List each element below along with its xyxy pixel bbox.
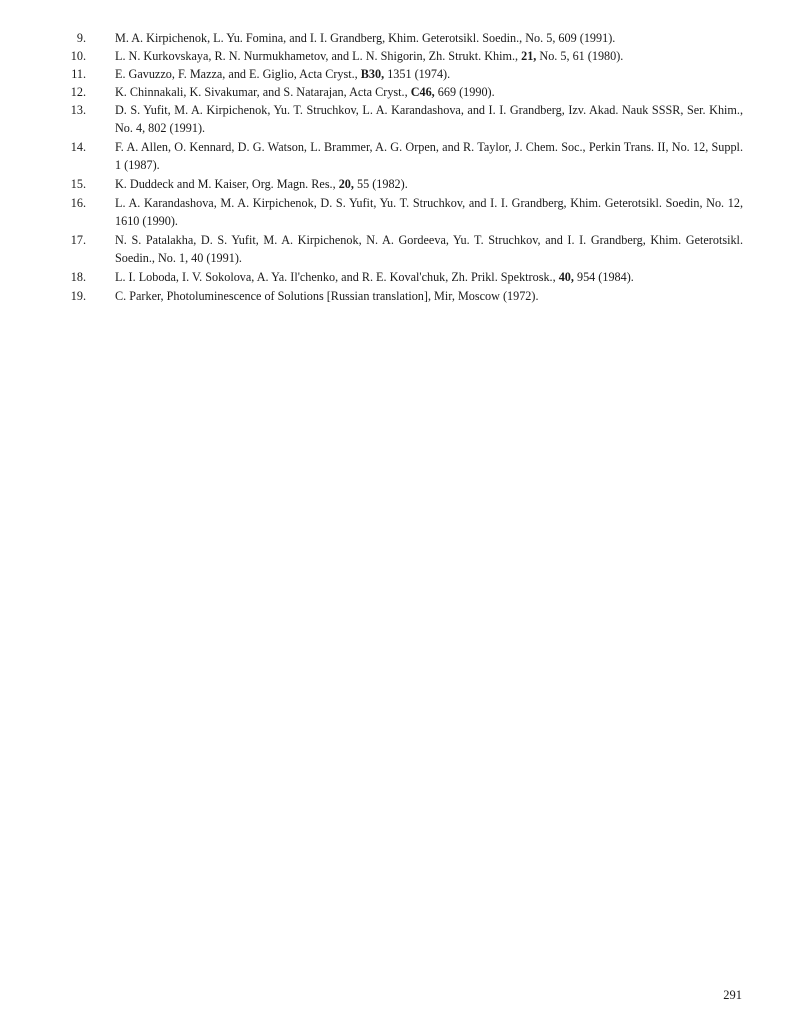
reference-number: 18. bbox=[70, 270, 86, 284]
reference-text: D. S. Yufit, M. A. Kirpichenok, Yu. T. Struchkov, L. A. Karandashova, and I. I. Grandberg, Izv. Akad. Nauk SSSR, Ser. Khim., No. 4, 802 (1991). bbox=[115, 103, 743, 135]
reference-number: 14. bbox=[70, 140, 86, 154]
reference-text: L. N. Kurkovskaya, R. N. Nurmukhametov, and L. N. Shigorin, Zh. Strukt. Khim., 21, No. 5, 61 (1980). bbox=[115, 49, 624, 63]
reference-text: N. S. Patalakha, D. S. Yufit, M. A. Kirpichenok, N. A. Gordeeva, Yu. T. Struchkov, and I. I. Grandberg, Khim. Geterotsikl. Soedin., No. 1, 40 (1991). bbox=[115, 233, 743, 265]
reference-number: 9. bbox=[76, 31, 86, 45]
reference-number: 11. bbox=[71, 67, 86, 81]
page-number: 291 bbox=[723, 988, 742, 1002]
reference-text: K. Duddeck and M. Kaiser, Org. Magn. Res., 20, 55 (1982). bbox=[115, 177, 408, 191]
reference-text: F. A. Allen, O. Kennard, D. G. Watson, L. Brammer, A. G. Orpen, and R. Taylor, J. Chem. Soc., Perkin Trans. II, No. 12, Suppl. 1 (1987). bbox=[115, 140, 743, 172]
reference-text: K. Chinnakali, K. Sivakumar, and S. Natarajan, Acta Cryst., C46, 669 (1990). bbox=[115, 85, 495, 99]
reference-text: C. Parker, Photoluminescence of Solutions [Russian translation], Mir, Moscow (1972). bbox=[115, 289, 539, 303]
reference-number: 19. bbox=[70, 289, 86, 303]
reference-text: E. Gavuzzo, F. Mazza, and E. Giglio, Acta Cryst., B30, 1351 (1974). bbox=[115, 67, 451, 81]
reference-text: L. I. Loboda, I. V. Sokolova, A. Ya. Il'chenko, and R. E. Koval'chuk, Zh. Prikl. Spektrosk., 40, 954 (1984). bbox=[115, 270, 634, 284]
reference-number: 15. bbox=[70, 177, 86, 191]
reference-text: L. A. Karandashova, M. A. Kirpichenok, D. S. Yufit, Yu. T. Struchkov, and I. I. Grandberg, Khim. Geterotsikl. Soedin, No. 12, 1610 (1990). bbox=[115, 196, 743, 228]
reference-number: 12. bbox=[70, 85, 86, 99]
reference-number: 13. bbox=[70, 103, 86, 117]
reference-number: 17. bbox=[70, 233, 86, 247]
reference-number: 10. bbox=[70, 49, 86, 63]
reference-number: 16. bbox=[70, 196, 86, 210]
reference-text: M. A. Kirpichenok, L. Yu. Fomina, and I. I. Grandberg, Khim. Geterotsikl. Soedin., No. 5, 609 (1991). bbox=[115, 31, 616, 45]
